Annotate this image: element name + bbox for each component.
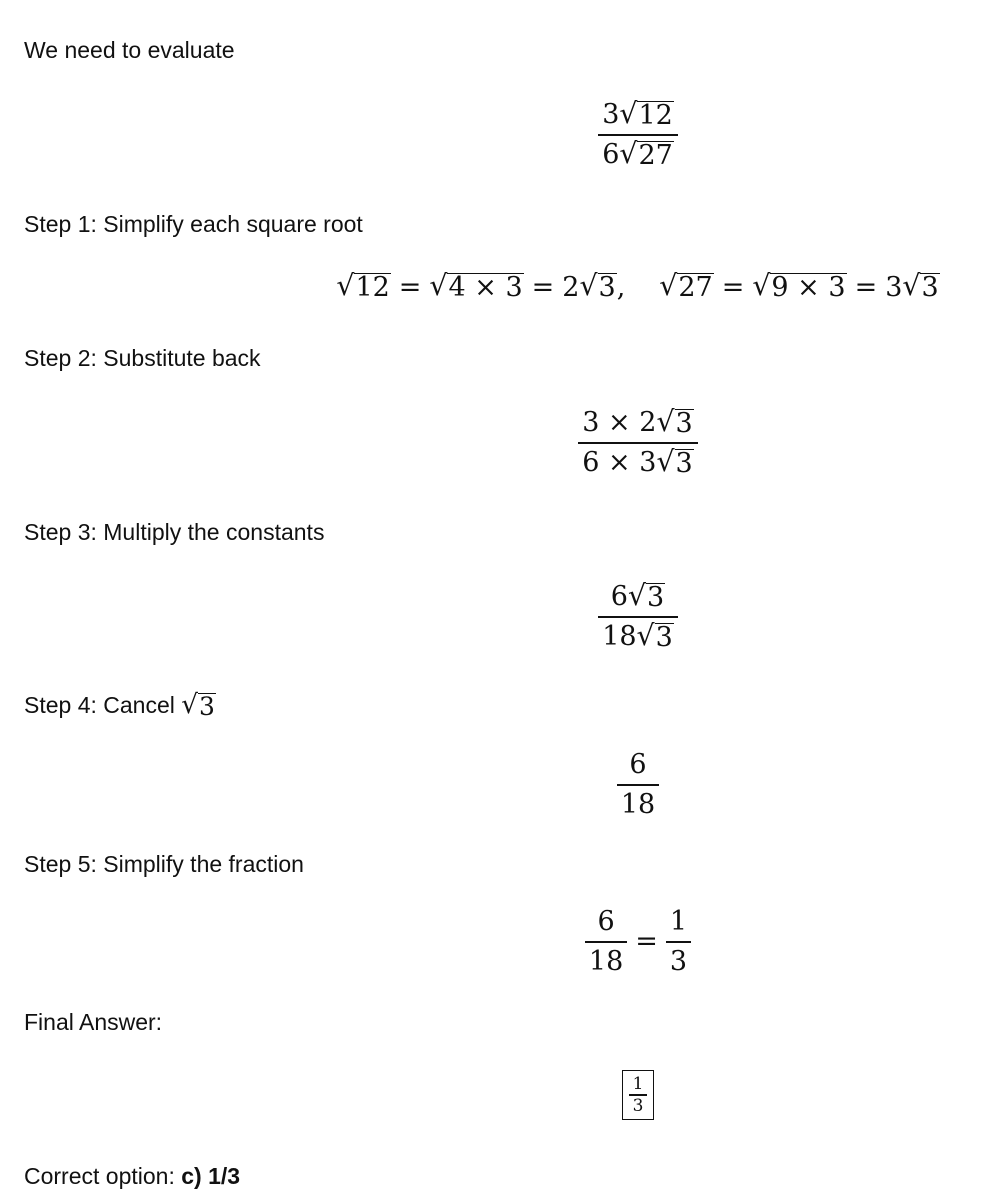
step4-fraction bbox=[617, 746, 659, 824]
correct-option-prefix: Correct option: bbox=[24, 1163, 182, 1189]
expression-denominator bbox=[598, 136, 678, 174]
step1-label: Step 1: Simplify each square root bbox=[24, 211, 363, 237]
result-12-sqrt bbox=[579, 269, 616, 303]
correct-option-row bbox=[24, 1161, 240, 1191]
final-block bbox=[0, 1070, 986, 1120]
step2-numerator-text: 3 × 2 bbox=[582, 407, 657, 438]
result-27-coefficient: 3 bbox=[885, 272, 903, 303]
numerator-coefficient: 3 bbox=[602, 99, 620, 130]
radical-sign: √ bbox=[752, 269, 771, 302]
result-27-radicand: 3 bbox=[921, 272, 939, 303]
radical-sign: √ bbox=[659, 269, 678, 302]
radicand-27: 27 bbox=[678, 272, 713, 303]
result-27-sqrt bbox=[902, 269, 939, 303]
step2-denominator-sqrt bbox=[656, 444, 693, 479]
radical-sign: √ bbox=[656, 405, 675, 438]
radical-sign: √ bbox=[429, 269, 448, 302]
step5-right-fraction bbox=[666, 903, 691, 981]
equals-sign: = bbox=[635, 926, 658, 958]
result-12-coefficient: 2 bbox=[562, 272, 580, 303]
step4-label-radicand: 3 bbox=[199, 692, 215, 721]
step3-denominator-radicand: 3 bbox=[655, 621, 673, 653]
denominator-radicand: 27 bbox=[638, 139, 673, 171]
equals-sign: = bbox=[854, 272, 878, 303]
expression-numerator bbox=[598, 96, 678, 134]
step2-denominator bbox=[578, 444, 697, 482]
radicand-4x3: 4 × 3 bbox=[448, 272, 523, 303]
denominator-coefficient: 6 bbox=[602, 138, 620, 170]
correct-option-value: c) 1/3 bbox=[181, 1163, 241, 1189]
step2-label: Step 2: Substitute back bbox=[24, 345, 261, 371]
step3-numerator bbox=[607, 578, 669, 616]
expression-fraction bbox=[598, 96, 678, 174]
denominator-sqrt bbox=[619, 136, 673, 171]
step3-fraction bbox=[598, 578, 678, 656]
radical-sign: √ bbox=[636, 618, 655, 652]
step5-left-numerator: 6 bbox=[597, 906, 615, 937]
step5-left-fraction bbox=[585, 903, 627, 981]
step2-fraction bbox=[578, 404, 697, 482]
step5-left-denominator: 18 bbox=[588, 945, 624, 977]
step2-denominator-radicand: 3 bbox=[675, 447, 693, 479]
radical-sign: √ bbox=[619, 97, 638, 130]
step3-block bbox=[0, 578, 986, 656]
step5-right-denominator: 3 bbox=[669, 945, 688, 977]
step2-numerator-sqrt bbox=[656, 405, 693, 439]
intro-text: We need to evaluate bbox=[24, 37, 235, 63]
radical-sign: √ bbox=[579, 269, 598, 302]
step2-numerator-radicand: 3 bbox=[675, 408, 693, 439]
step2-block bbox=[0, 404, 986, 482]
equals-sign: = bbox=[721, 272, 745, 303]
step5-block bbox=[0, 903, 986, 981]
step3-denominator-coefficient: 18 bbox=[602, 620, 637, 652]
final-numerator: 1 bbox=[632, 1074, 644, 1094]
sqrt-12 bbox=[336, 269, 390, 303]
step5-label: Step 5: Simplify the fraction bbox=[24, 851, 304, 877]
step4-numerator: 6 bbox=[629, 749, 647, 780]
sqrt-9x3 bbox=[752, 269, 846, 303]
numerator-sqrt bbox=[619, 97, 673, 131]
step4-label: Step 4: Cancel bbox=[24, 692, 175, 718]
step2-denominator-text: 6 × 3 bbox=[582, 446, 657, 478]
equals-sign: = bbox=[531, 272, 555, 303]
step2-numerator bbox=[578, 404, 697, 442]
final-answer-box bbox=[622, 1070, 655, 1120]
final-denominator: 3 bbox=[632, 1095, 644, 1116]
numerator-radicand: 12 bbox=[638, 100, 673, 131]
equals-sign: = bbox=[398, 272, 422, 303]
step3-denominator bbox=[598, 618, 678, 656]
radicand-9x3: 9 × 3 bbox=[771, 272, 846, 303]
sqrt-27 bbox=[659, 269, 713, 303]
step4-denominator: 18 bbox=[620, 788, 656, 820]
step3-label: Step 3: Multiply the constants bbox=[24, 519, 325, 545]
step3-denominator-sqrt bbox=[636, 618, 674, 653]
radical-sign: √ bbox=[902, 269, 921, 302]
step4-block bbox=[0, 746, 986, 824]
step1-equation bbox=[0, 269, 986, 303]
sqrt-4x3 bbox=[429, 269, 523, 303]
final-fraction bbox=[629, 1074, 648, 1116]
step3-numerator-coefficient: 6 bbox=[610, 581, 628, 612]
step3-numerator-radicand: 3 bbox=[647, 582, 665, 613]
step4-label-row bbox=[24, 690, 216, 720]
final-label: Final Answer: bbox=[24, 1009, 163, 1035]
radical-sign: √ bbox=[181, 690, 198, 720]
expression-block bbox=[0, 96, 986, 174]
radical-sign: √ bbox=[336, 269, 355, 302]
radicand-12: 12 bbox=[355, 272, 390, 303]
radical-sign: √ bbox=[627, 579, 647, 612]
step4-label-sqrt bbox=[181, 692, 216, 720]
step3-numerator-sqrt bbox=[627, 579, 665, 613]
radical-sign: √ bbox=[656, 444, 675, 478]
comma-separator: , bbox=[616, 272, 626, 303]
step5-right-numerator: 1 bbox=[669, 906, 688, 937]
result-12-radicand: 3 bbox=[598, 272, 616, 303]
radical-sign: √ bbox=[619, 136, 638, 170]
